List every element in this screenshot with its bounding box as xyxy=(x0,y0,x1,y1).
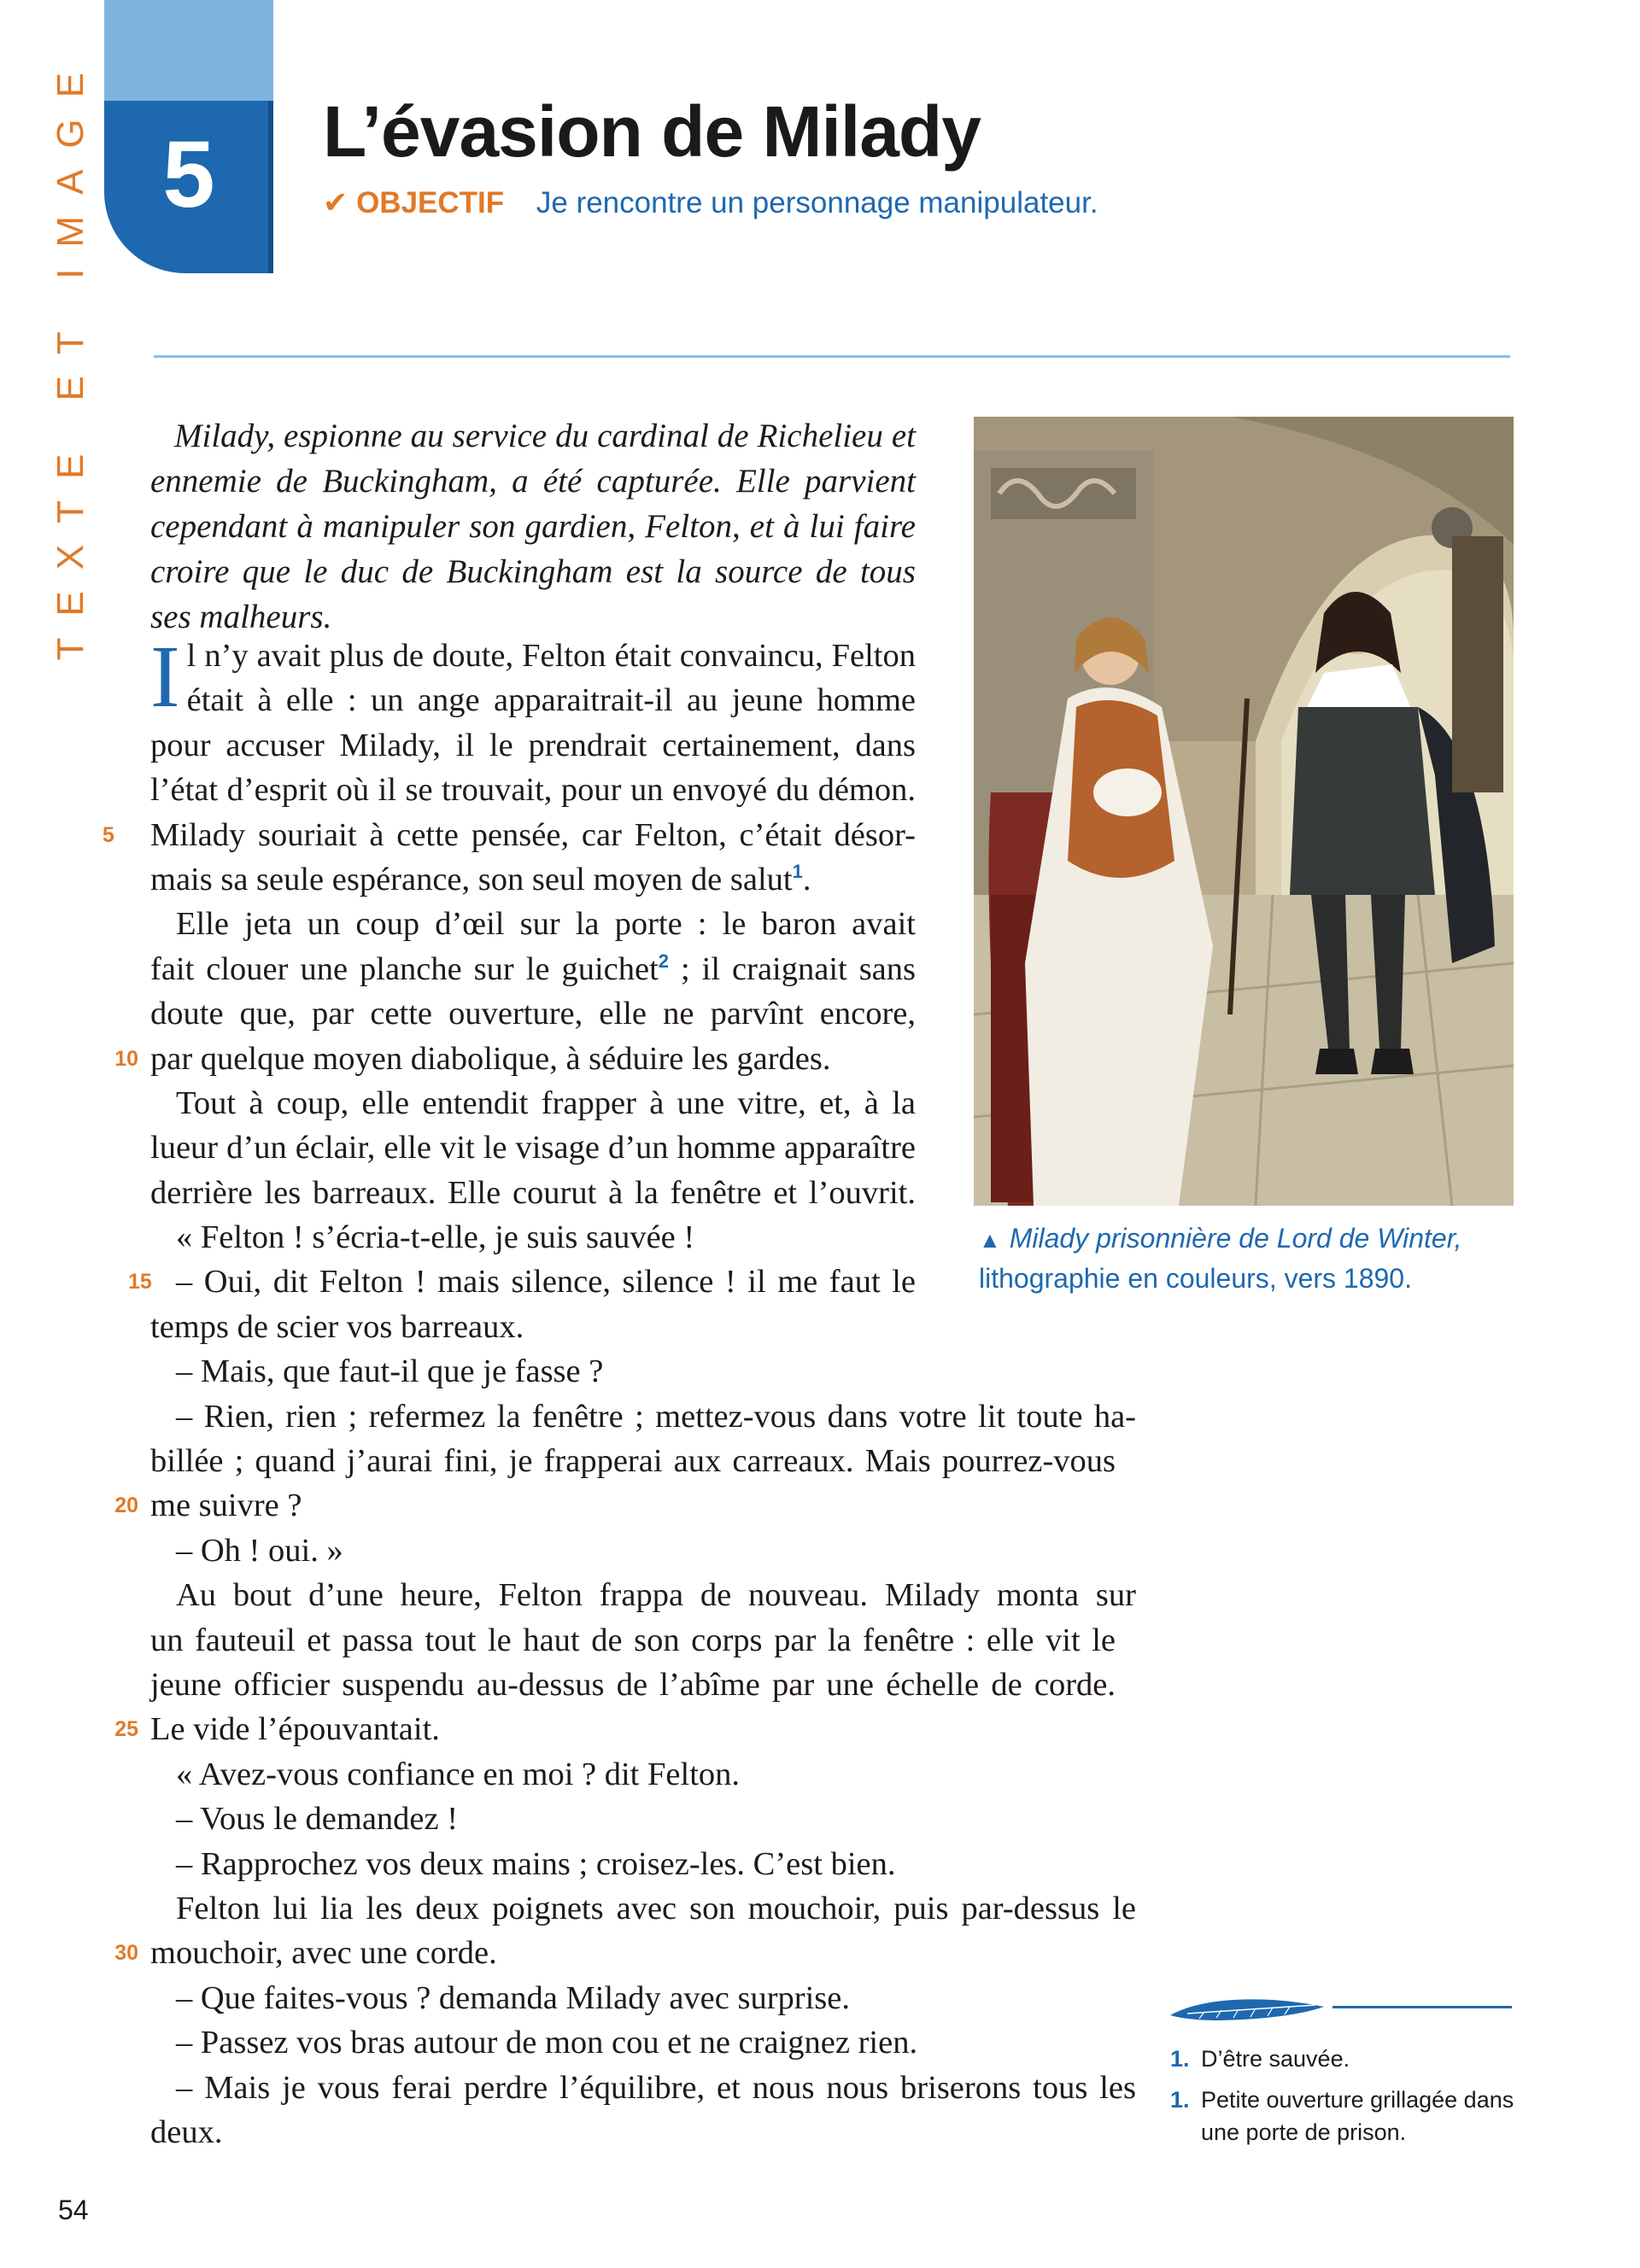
text-line: était à elle : un ange apparaitrait-il au jeune homme xyxy=(186,682,916,719)
text-line: – Rapprochez vos deux mains ; croisez-les. C’est bien. xyxy=(176,1845,896,1882)
line-number: 15 xyxy=(128,1270,152,1295)
text-line: – Mais je vous ferai perdre l’équilibre, et nous nous briserons tous les xyxy=(176,2069,1136,2106)
text-line: 25 Le vide l’épouvantait. xyxy=(150,1707,1116,1751)
text-line: doute que, par cette ouverture, elle ne parvînt encore, xyxy=(150,996,916,1032)
header-rule xyxy=(154,355,1510,358)
text-line: – Passez vos bras autour de mon cou et ne craignez rien. xyxy=(176,2025,918,2061)
footnote-number: 1. xyxy=(1170,2087,1190,2113)
text-line: – Que faites-vous ? demanda Milady avec surprise. xyxy=(176,1979,850,2016)
objective-text: Je rencontre un personnage manipulateur. xyxy=(536,186,1098,219)
page-number: 54 xyxy=(58,2195,89,2225)
text-line: un fauteuil et passa tout le haut de son corps par la fenêtre : elle vit le xyxy=(150,1622,1116,1658)
text-line: Il n’y avait plus de doute, Felton était convaincu, Felton xyxy=(150,628,916,726)
text-line: – Mais, que faut-il que je fasse ? xyxy=(176,1353,604,1390)
illustration-caption xyxy=(979,1219,1526,1298)
footnote-ref[interactable]: 1 xyxy=(792,860,803,882)
footnotes xyxy=(1170,2043,1529,2157)
text-line: deux. xyxy=(150,2113,223,2150)
text-line: Au bout d’une heure, Felton frappa de nouveau. Milady monta sur xyxy=(176,1577,1136,1614)
caption-text: lithographie en couleurs, vers 1890. xyxy=(979,1263,1412,1294)
text-line: derrière les barreaux. Elle courut à la fenêtre et l’ouvrit. xyxy=(150,1174,916,1211)
text-line: lueur d’un éclair, elle vit le visage d’un homme apparaître xyxy=(150,1130,916,1166)
line-number: 25 xyxy=(114,1717,138,1742)
text-line: l’état d’esprit où il se trouvait, pour un envoyé du démon. xyxy=(150,772,916,809)
section-side-label: TEXTE ET IMAGE xyxy=(50,51,91,661)
footnote-number: 1. xyxy=(1170,2046,1190,2072)
line-number: 5 xyxy=(102,822,114,847)
chapter-number: 5 xyxy=(162,122,215,227)
footnote-item xyxy=(1170,2084,1529,2148)
text-line: billée ; quand j’aurai fini, je frapperai aux carreaux. Mais pourrez-vous xyxy=(150,1443,1116,1480)
triangle-up-icon: ▲ xyxy=(979,1227,1001,1253)
text-line: 30 mouchoir, avec une corde. xyxy=(150,1931,1116,1975)
text-line: – Rien, rien ; refermez la fenêtre ; mettez-vous dans votre lit toute ha- xyxy=(176,1398,1136,1435)
text-line: 5 Milady souriait à cette pensée, car Felton, c’était désor- xyxy=(150,813,916,857)
line-number: 20 xyxy=(114,1493,138,1518)
footnote-text: D’être sauvée. xyxy=(1201,2046,1350,2072)
quill-icon xyxy=(1170,1993,1512,2027)
text-line: Elle jeta un coup d’œil sur la porte : le baron avait xyxy=(176,906,916,943)
text-line: – Oh ! oui. » xyxy=(176,1532,343,1569)
text-line: Felton lui lia les deux poignets avec son mouchoir, puis par-dessus le xyxy=(176,1890,1136,1926)
text-line: – Vous le demandez ! xyxy=(176,1801,459,1838)
line-number: 30 xyxy=(114,1941,138,1966)
drop-cap: I xyxy=(150,628,180,726)
caption-title: Milady prisonnière de Lord de Winter, xyxy=(1009,1223,1462,1254)
footnote-text: Petite ouverture grillagée dans une porte de prison. xyxy=(1201,2087,1514,2145)
text-line: temps de scier vos barreaux. xyxy=(150,1308,524,1345)
text-line: « Felton ! s’écria-t-elle, je suis sauvée ! xyxy=(176,1219,695,1256)
objective xyxy=(323,188,1098,218)
footnote-ref[interactable]: 2 xyxy=(658,950,670,972)
text-line: 15 – Oui, dit Felton ! mais silence, silence ! il me faut le xyxy=(150,1260,916,1304)
text-line: fait clouer une planche sur le guichet$^2$ ; il craignait sans xyxy=(150,950,917,987)
intro-paragraph: Milady, espionne au service du cardinal de Richelieu et ennemie de Buckingham, a été capturée. Elle parvient cependant à manipuler son gardien, Felton, et à lui faire croire que le duc de Buckingham est la source de tous ses malheurs. xyxy=(150,418,916,635)
text-line: 10 par quelque moyen diabolique, à séduire les gardes. xyxy=(150,1037,916,1081)
lithograph-image xyxy=(974,417,1514,1206)
story-text xyxy=(102,628,1136,2154)
footnote-item xyxy=(1170,2043,1529,2075)
text-line: pour accuser Milady, il le prendrait certainement, dans xyxy=(150,727,916,763)
page-title: L’évasion de Milady xyxy=(323,91,981,172)
text-line: « Avez-vous confiance en moi ? dit Felton. xyxy=(176,1756,741,1792)
line-number: 10 xyxy=(114,1046,138,1071)
text-line: Tout à coup, elle entendit frapper à une vitre, et, à la xyxy=(176,1084,916,1121)
text-line: 20 me suivre ? xyxy=(150,1483,1116,1528)
check-icon: ✔ xyxy=(323,186,348,219)
text-line: jeune officier suspendu au-dessus de l’abîme par une échelle de corde. xyxy=(150,1666,1116,1703)
text-line: mais sa seule espérance, son seul moyen de salut$^1$. xyxy=(150,860,811,897)
objective-label: OBJECTIF xyxy=(356,186,505,219)
illustration xyxy=(974,417,1514,1206)
